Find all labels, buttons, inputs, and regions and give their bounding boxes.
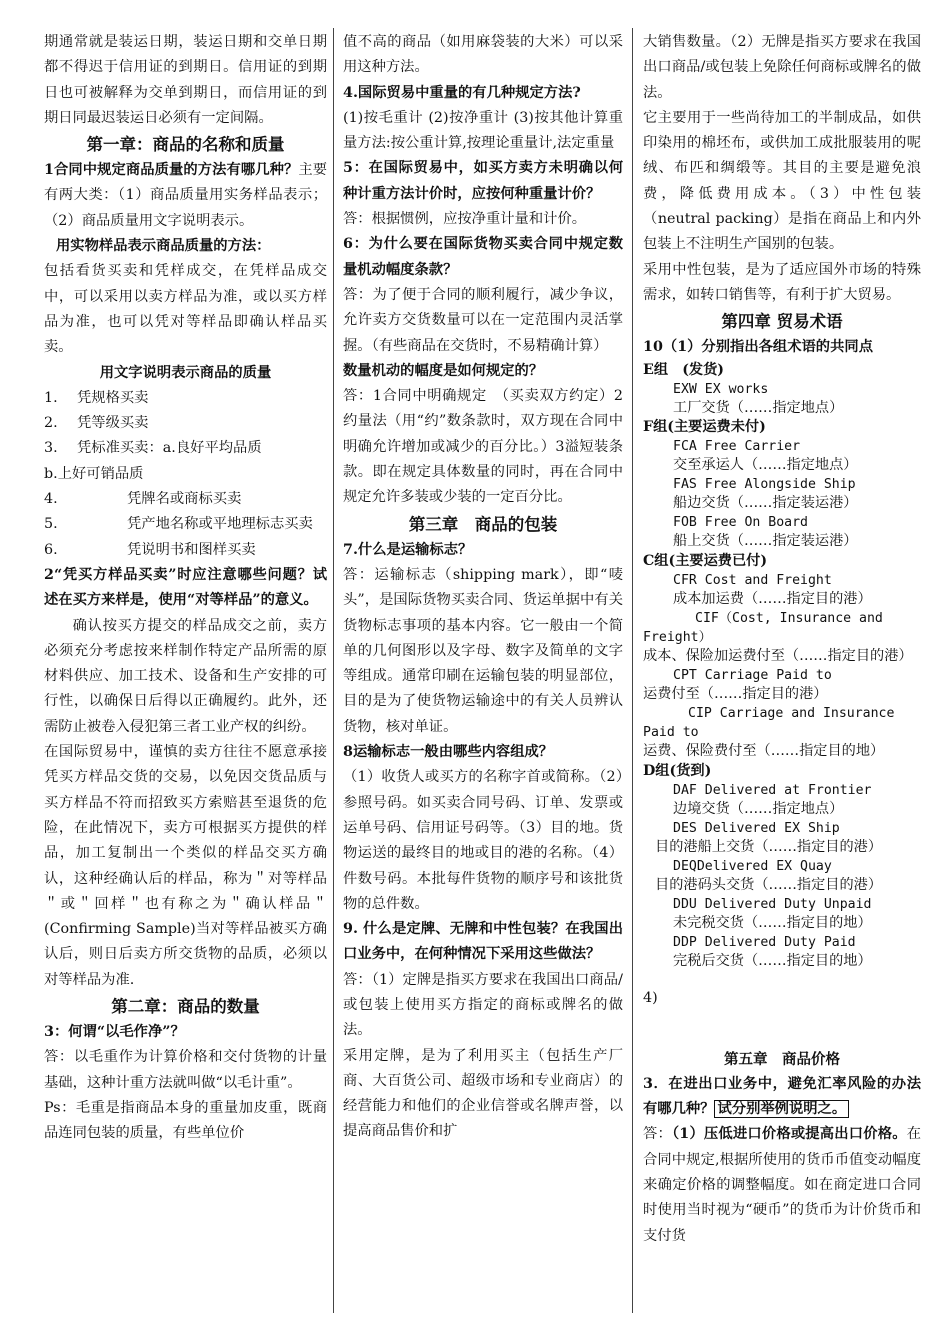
question-2-paragraph-2: 在国际贸易中，谨慎的卖方往往不愿意承接凭买方样品交货的交易，以免因交货品质与买方样品不符而招致买方索赔甚至退货的危险，在此情况下，卖方可根据买方提供的样品，加工复制出一个类似的样品交买方确认，这种经确认后的样品，称为＂对等样品＂或＂回样＂也有称之为＂确认样品＂(Confirming Sample)当对等样品被买方确认后，则日后卖方所交货物的品质，必须以对等样品为准. — [44, 744, 327, 988]
term-en: CFR Cost and Freight — [673, 572, 832, 588]
method-text: 凭牌名或商标买卖 — [127, 491, 242, 508]
question-3-title — [643, 1072, 921, 1123]
question-3-note: Ps：毛重是指商品本身的重量加皮重，既商品连同包装的质量，有些单位价 — [44, 1099, 327, 1142]
group-d-label: D组(货到) — [643, 762, 712, 779]
continued-text: 大销售数量。（2）无牌是指买方要求在我国出口商品/或包装上免除任何商标或牌名的做法。 — [643, 34, 921, 101]
method-item — [44, 386, 327, 411]
method-item — [44, 538, 327, 563]
term-en: FCA Free Carrier — [673, 438, 801, 454]
term-en: CIF（Cost, Insurance and Freight） — [643, 610, 883, 645]
term-cn: 目的港船上交货（……指定目的港） — [655, 838, 883, 855]
question-6-answer: 答：为了便于合同的顺利履行，减少争议，允许卖方交货数量可以在一定范围内灵活掌握。（有些商品在交货时，不易精确计算） — [343, 286, 623, 354]
question-5-answer: 答：根据惯例，应按净重计量和计价。 — [343, 211, 587, 228]
term-cn: 未完税交货（……指定目的地） — [673, 915, 872, 932]
question-9-title: 9. 什么是定牌、无牌和中性包装？在我国出口业务中，在何种情况下采用这些做法？ — [343, 921, 623, 963]
paragraph-3: 采用中性包装，是为了适应国外市场的特殊需求，如转口销售等，有利于扩大贸易。 — [643, 261, 921, 303]
term-cn: 船边交货（……指定装运港） — [673, 495, 858, 512]
question-6b-answer: 答：1合同中明确规定 （买卖双方约定）2约量法（用“约”数条款时，双方现在合同中明确允许增加或减少的百分比。）3溢短装条款。即在规定具体数量的同时，再在合同中规定允许多装或少装的一定百分比。 — [343, 388, 623, 506]
term-cn: 交至承运人（……指定地点） — [673, 457, 858, 474]
column-3 — [643, 30, 921, 1249]
sample-method — [44, 234, 327, 259]
answer-label: 答： — [643, 1126, 672, 1143]
question-1-text: 主要有两大类：（1）商品质量用实务样品表示；（2）商品质量用文字说明表示。 — [44, 162, 327, 229]
question-5-title: 5：在国际贸易中，如买方卖方未明确以何种计重方法计价时，应按何种重量计价？ — [343, 160, 623, 202]
term-cn: 运费、保险费付至（……指定目的地） — [643, 743, 885, 760]
question-3-answer: 答：以毛重作为计算价格和交付货物的计量基础，这种计重方法就叫做“以毛计重”。 — [44, 1049, 327, 1091]
term-en: DEQDelivered EX Quay — [673, 859, 832, 874]
question-1-title: 1合同中规定商品质量的方法有哪几种？ — [44, 162, 299, 179]
method-text: 凭产地名称或平地理标志买卖 — [127, 516, 313, 533]
group-f-label: F组(主要运费未付) — [643, 418, 766, 435]
chapter-1-title: 第一章：商品的名称和质量 — [86, 135, 285, 155]
question-9-paragraph: 采用定牌，是为了利用买主（包括生产厂商、大百货公司、超级市场和专业商店）的经营能力和他们的企业信誉或名牌声誉，以提高商品售价和扩 — [343, 1047, 623, 1140]
term-cn: 目的港码头交货（……指定目的港） — [655, 877, 883, 894]
question-3-title: 3：何谓“以毛作净”？ — [44, 1023, 185, 1040]
term-cn: 船上交货（……指定装运港） — [673, 533, 858, 550]
question-4-title: 4.国际贸易中重量的有几种规定方法? — [343, 84, 581, 101]
question-1 — [44, 158, 327, 234]
method-number: 4. — [44, 491, 58, 508]
chapter-3-title: 第三章 商品的包装 — [408, 514, 558, 534]
question-9-answer: 答：（1）定牌是指买方要求在我国出口商品/或包装上使用买方指定的商标或牌名的做法。 — [343, 971, 623, 1039]
answer-text: 在合同中规定,根据所使用的货币币值变动幅度来确定价格的调整幅度。如在商定进口合同时使用当时视为“硬币”的货币为计价货币和支付货 — [643, 1126, 921, 1244]
group-c-label: C组(主要运费已付) — [643, 552, 768, 569]
method-number: 2. — [44, 415, 58, 432]
intro-paragraph: 期通常就是装运日期，装运日期和交单日期都不得迟于信用证的到期日。信用证的到期日也可被解释为交单到期日，而信用证的到期日同最迟装运日必须有一定间隔。 — [44, 34, 327, 126]
term-cn: 工厂交货（……指定地点） — [673, 399, 844, 416]
term-en: DAF Delivered at Frontier — [673, 782, 872, 798]
method-number: 5. — [44, 516, 58, 533]
term-en: DES Delivered EX Ship — [673, 820, 840, 836]
method-subitem-b: b.上好可销品质 — [44, 465, 144, 482]
term-cn: 完税后交货（……指定目的地） — [673, 953, 872, 970]
method-item — [44, 512, 327, 537]
term-cn: 成本加运费（……指定目的港） — [673, 590, 872, 607]
method-item — [44, 436, 327, 461]
term-en: DDU Delivered Duty Unpaid — [673, 897, 872, 913]
question-7-title: 7.什么是运输标志？ — [343, 541, 473, 558]
column-divider-left — [333, 28, 334, 1313]
column-2 — [343, 30, 623, 1145]
method-text: 凭说明书和图样买卖 — [127, 541, 256, 558]
question-4-answer: (1)按毛重计 (2)按净重计 (3)按其他计算重量方法:按公重计算,按理论重量计,法定重量 — [343, 109, 623, 152]
group-e-label: E组 (发货) — [643, 361, 724, 378]
question-2-paragraph-1: 确认按买方提交的样品成交之前，卖方必须充分考虑按来样制作特定产品所需的原材料供应、加工技术、设备和生产安排的可行性，以确保日后得以正确履约。此外，还需防止被卷入侵犯第三者工业产权的纠纷。 — [44, 617, 327, 735]
method-text: 凭规格买卖 — [77, 389, 149, 406]
method-number: 3. — [44, 440, 58, 457]
answer-point-1: （1）压低进口价格或提高出口价格。 — [671, 1126, 907, 1143]
chapter-4-title: 第四章 贸易术语 — [721, 312, 843, 332]
term-cn: 边境交货（……指定地点） — [673, 800, 844, 817]
question-6b-title: 数量机动的幅度是如何规定的？ — [343, 362, 544, 379]
term-en: FOB Free On Board — [673, 515, 808, 531]
method-number: 1. — [44, 389, 58, 406]
continued-text: 值不高的商品（如用麻袋装的大米）可以采用这种方法。 — [343, 34, 623, 76]
column-divider-right — [632, 28, 633, 1313]
question-6-title: 6：为什么要在国际货物买卖合同中规定数量机动幅度条款？ — [343, 236, 623, 278]
method-text: 凭等级买卖 — [77, 415, 149, 432]
chapter-2-title: 第二章：商品的数量 — [111, 996, 260, 1016]
term-en: CPT Carriage Paid to — [673, 668, 832, 684]
question-3-answer — [643, 1122, 921, 1248]
question-10-title: 10（1）分别指出各组术语的共同点 — [643, 339, 873, 356]
question-8-title: 8运输标志一般由哪些内容组成？ — [343, 744, 554, 761]
term-en: EXW EX works — [673, 381, 769, 397]
sample-method-title: 用实物样品表示商品质量的方法： — [56, 238, 271, 255]
term-en: CIP Carriage and Insurance Paid to — [643, 706, 895, 741]
question-3-boxed-text: 试分别举例说明之。 — [714, 1100, 849, 1118]
question-7-answer: 答：运输标志（shipping mark），即“唛头”，是国际货物买卖合同、货运单据中有关货物标志事项的基本内容。它一般由一个简单的几何图形以及字母、数字及简单的文字等组成。通常印刷在运输包装的明显部位，目的是为了使货物运输途中的有关人员辨认货物，核对单证。 — [343, 566, 623, 735]
question-2-title: 2“凭买方样品买卖”时应注意哪些问题？试述在买方来样是，使用“对等样品”的意义。 — [44, 566, 327, 609]
item-four-label: 4) — [643, 989, 658, 1006]
method-item — [44, 411, 327, 436]
text-method-title: 用文字说明表示商品的质量 — [99, 364, 272, 381]
chapter-5-title: 第五章 商品价格 — [724, 1050, 840, 1068]
question-8-answer: （1）收货人或买方的名称字首或简称。（2）参照号码。如买卖合同号码、订单、发票或运单号码、信用证号码等。（3）目的地。货物运送的最终目的地或目的港的名称。（4）件数号码。本批每件货物的顺序号和该批货物的总件数。 — [343, 769, 623, 912]
term-cn: 运费付至（……指定目的港） — [643, 686, 828, 703]
paragraph-2: 它主要用于一些尚待加工的半制成品，如供印染用的棉坯布，或供加工成批服装用的呢绒、布匹和绸缎等。其目的主要是避免浪费，降低费用成本。（3）中性包装（neutral packing）是指在商品上和内外包装上不注明生产国别的包装。 — [643, 109, 921, 253]
term-cn: 成本、保险加运费付至（……指定目的港） — [643, 647, 913, 664]
term-en: FAS Free Alongside Ship — [673, 477, 856, 493]
question-3-text: 3．在进出口业务中，避免汇率风险的办法有哪几种？ — [643, 1075, 921, 1118]
term-en: DDP Delivered Duty Paid — [673, 935, 856, 951]
column-1 — [44, 30, 327, 1146]
sample-method-text: 包括看货买卖和凭样成交，在凭样品成交中，可以采用以卖方样品为准，或以买方样品为准，也可以凭对等样品即确认样品买卖。 — [44, 263, 327, 356]
method-text: 凭标准买卖：a.良好平均品质 — [77, 440, 262, 457]
method-item — [44, 487, 327, 512]
method-number: 6. — [44, 541, 58, 558]
